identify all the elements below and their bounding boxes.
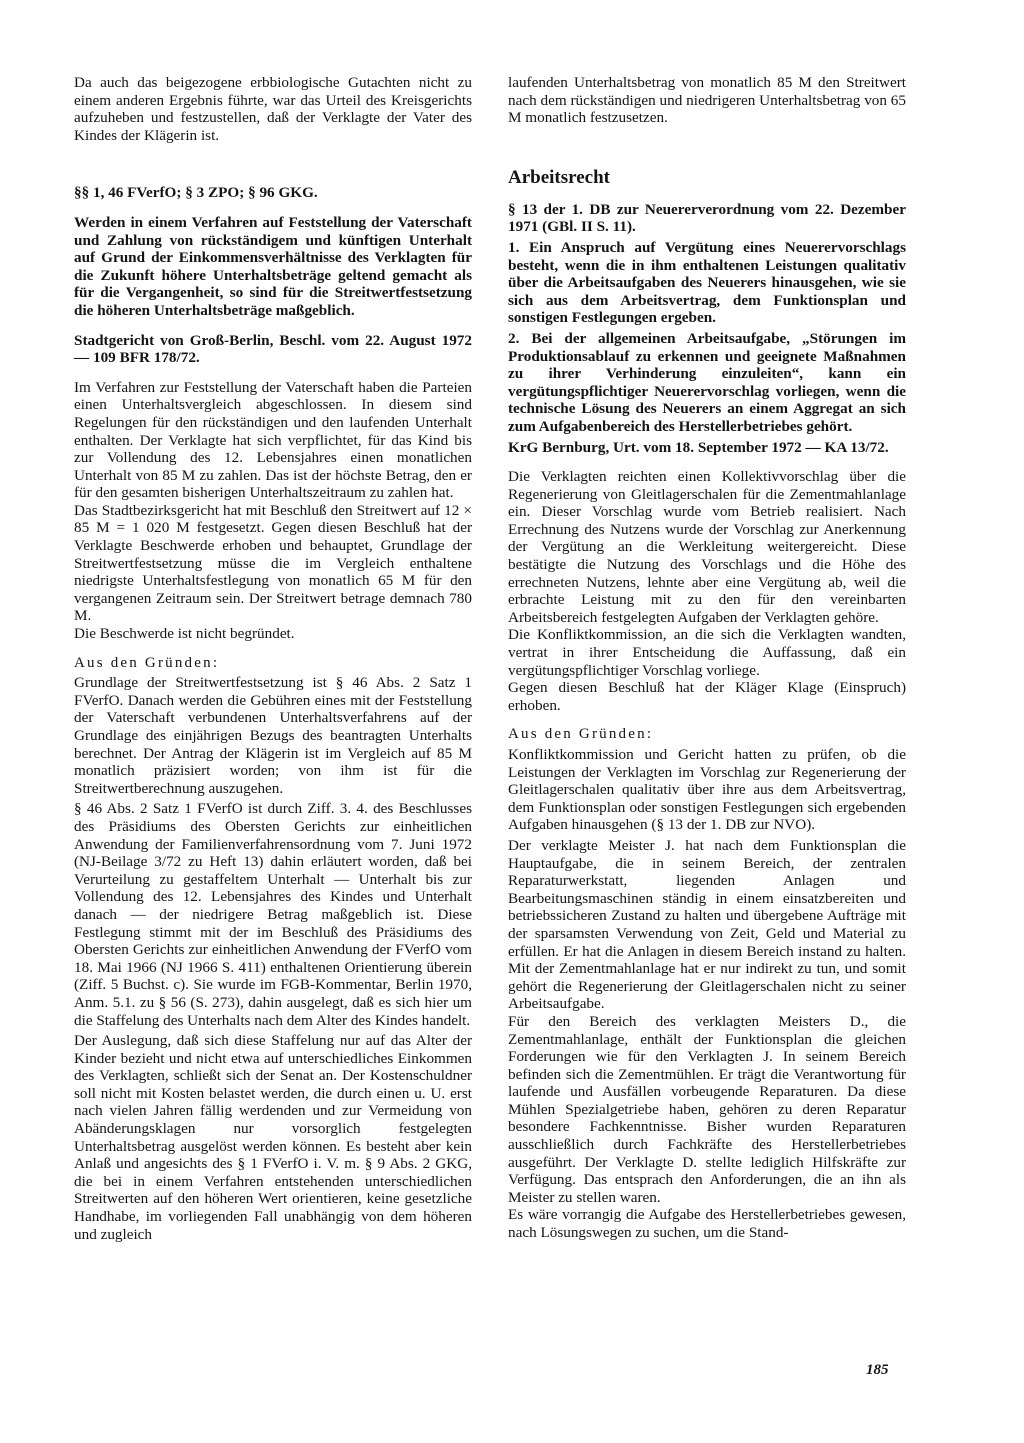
paragraph: Gegen diesen Beschluß hat der Kläger Klage (Einspruch) erhoben. — [508, 679, 906, 714]
paragraph: Im Verfahren zur Feststellung der Vaterschaft haben die Parteien einen Unterhaltsvergleich abgeschlossen. In diesem sind Regelungen für den rückständigen und den laufenden Unterhalt enthalten. Der Verklagte hat sich verpflichtet, für das Kind bis zur Vollendung des 12. Lebensjahres einen monatlichen Unterhalt von 85 M zu zahlen. Das ist der höchste Betrag, den er für den gesamten bisherigen Unterhaltszeitraum zu zahlen hat. — [74, 378, 472, 502]
court-citation: Stadtgericht von Groß-Berlin, Beschl. vom 22. August 1972 — 109 BFR 178/72. — [74, 331, 472, 367]
paragraph: Das Stadtbezirksgericht hat mit Beschluß den Streitwert auf 12 × 85 M = 1 020 M festgesetzt. Gegen diesen Beschluß hat der Verklagte Beschwerde erhoben und behauptet, Grundlage der Streitwertfestsetzung müsse die im Vergleich enthaltene niedrigste Unterhaltsfestlegung von monatlich 65 M für den vergangenen Zeitraum sein. Der Streitwert betrage demnach 780 M. — [74, 501, 472, 625]
paragraph: § 46 Abs. 2 Satz 1 FVerfO ist durch Ziff. 3. 4. des Beschlusses des Präsidiums des Obersten Gerichts zur einheitlichen Anwendung der Familienverfahrensordnung vom 7. Juni 1972 (NJ-Beilage 3/72 zu Heft 13) dahin erläutert worden, daß bei Verurteilung zu gestaffeltem Unterhalt — Unterhalt bis zur Vollendung des 12. Lebensjahres des Kindes und Unterhalt danach — der niedrigere Betrag maßgeblich ist. Diese Festlegung stimmt mit der im Beschluß des Präsidiums des Obersten Gerichts zur einheitlichen Anwendung der FVerfO vom 18. Mai 1966 (NJ 1966 S. 411) enthaltenen Orientierung überein (Ziff. 5 Buchst. c). Sie wurde im FGB-Kommentar, Berlin 1970, Anm. 5.1. zu § 56 (S. 273), dahin ausgelegt, daß es sich hier um die Staffelung des Unterhalts nach dem Alter des Kindes handelt. — [74, 800, 472, 1029]
right-column — [508, 74, 906, 1242]
headnote: 1. Ein Anspruch auf Vergütung eines Neuerervorschlags besteht, wenn die in ihm enthaltenen Leistungen qualitativ über die Arbeitsaufgaben des Neuerers hinausgehen, wie sie sich aus dem Arbeitsvertrag, dem Funktionsplan und sonstigen Festlegungen ergeben. — [508, 238, 906, 327]
section-subheading: Aus den Gründen: — [508, 726, 654, 743]
left-column — [74, 74, 472, 1243]
legal-norms: §§ 1, 46 FVerfO; § 3 ZPO; § 96 GKG. — [74, 184, 318, 202]
paragraph: Der verklagte Meister J. hat nach dem Funktionsplan die Hauptaufgabe, die in seinem Bereich, der zentralen Reparaturwerkstatt, liegenden Anlagen und Bearbeitungsmaschinen ständig in einem einsatzbereiten und betriebssicheren Zustand zu halten und übergebene Aufträge mit der sparsamsten Verwendung von Zeit, Geld und Material zu erfüllen. Er hat die Anlagen in diesem Bereich instand zu halten. Mit der Zementmahlanlage hat er nur indirekt zu tun, und somit gehört die Regenerierung der Gleitlagerschalen nicht zu seiner Arbeitsaufgabe. — [508, 836, 906, 1013]
court-citation: KrG Bernburg, Urt. vom 18. September 1972 — KA 13/72. — [508, 438, 889, 456]
page-number: 185 — [866, 1362, 889, 1378]
paragraph: Konfliktkommission und Gericht hatten zu prüfen, ob die Leistungen der Verklagten im Vorschlag zur Regenerierung der Gleitlagerschalen qualitativ über ihre aus dem Arbeitsvertrag, dem Funktionsplan oder sonstigen Festlegungen sich ergebenden Aufgaben hinausgehen (§ 13 der 1. DB zur NVO). — [508, 746, 906, 834]
section-heading: Arbeitsrecht — [508, 166, 611, 188]
paragraph: Grundlage der Streitwertfestsetzung ist § 46 Abs. 2 Satz 1 FVerfO. Danach werden die Gebühren eines mit der Feststellung der Vaterschaft verbundenen Unterhaltsverfahrens auf der Grundlage des einjährigen Bezugs des beantragten Unterhalts berechnet. Der Antrag der Klägerin ist im Vergleich auf 85 M monatlich präzisiert worden; von ihm ist für die Streitwertberechnung auszugehen. — [74, 674, 472, 797]
paragraph: Die Verklagten reichten einen Kollektivvorschlag über die Regenerierung von Gleitlagerschalen für die Zementmahlanlage ein. Dieser Vorschlag wurde vom Betrieb realisiert. Nach Errechnung des Nutzens wurde der Vorschlag zur Anerkennung der Vergütung an die Werkleitung weitergereicht. Diese bestätigte die Nutzung des Vorschlags und die Höhe des errechneten Nutzens, lehnte aber eine Vergütung ab, weil die erbrachte Leistung mit zu den für den vereinbarten Arbeitsbereich festgelegten Aufgaben der Verklagten gehöre. — [508, 468, 906, 626]
legal-norms: § 13 der 1. DB zur Neuererverordnung vom 22. Dezember 1971 (GBl. II S. 11). — [508, 200, 906, 236]
paragraph: Die Beschwerde ist nicht begründet. — [74, 625, 295, 643]
paragraph: Die Konfliktkommission, an die sich die Verklagten wandten, vertrat in ihrer Entscheidung die Auffassung, daß ein vergütungspflichtiger Vorschlag vorliege. — [508, 626, 906, 679]
paragraph: laufenden Unterhaltsbetrag von monatlich 85 M den Streitwert nach dem rückständigen und niedrigeren Unterhaltsbetrag von 65 M monatlich festzusetzen. — [508, 74, 906, 127]
section-subheading: Aus den Gründen: — [74, 654, 220, 671]
paragraph: Für den Bereich des verklagten Meisters D., die Zementmahlanlage, enthält der Funktionsplan die gleichen Forderungen wie für den Verklagten J. In seinem Bereich befinden sich die Zementmühlen. Er trägt die Verantwortung für laufende und Ausfällen vorbeugende Reparaturen. Da diese Mühlen Spezialgetriebe haben, gehören zu deren Reparatur besondere Fachkenntnisse. Bisher wurden Reparaturen ausschließlich durch Fachkräfte des Herstellerbetriebes ausgeführt. Der Verklagte D. stellte lediglich Hilfskräfte zur Verfügung. Das entsprach den Anforderungen, die an ihn als Meister zu stellen waren. — [508, 1012, 906, 1206]
headnote: Werden in einem Verfahren auf Feststellung der Vaterschaft und Zahlung von rückständigem und künftigen Unterhalt auf Grund der Einkommensverhältnisse des Verklagten für die Zukunft höhere Unterhaltsbeträge geltend gemacht als für die Vergangenheit, so sind für die Streitwertfestsetzung die höheren Unterhaltsbeträge maßgeblich. — [74, 213, 472, 319]
paragraph: Es wäre vorrangig die Aufgabe des Herstellerbetriebes gewesen, nach Lösungswegen zu suchen, um die Stand- — [508, 1206, 906, 1242]
paragraph: Der Auslegung, daß sich diese Staffelung nur auf das Alter der Kinder bezieht und nicht etwa auf unterschiedliches Einkommen des Verklagten, schließt sich der Senat an. Der Kostenschuldner soll nicht mit Kosten belastet werden, die durch einen u. U. erst nach vielen Jahren fällig werdenden und zur Vermeidung von Abänderungsklagen nur vorsorglich festgelegten Unterhaltsbetrag ausgelöst werden können. Es besteht aber kein Anlaß und angesichts des § 1 FVerfO i. V. m. § 9 Abs. 2 GKG, die bei in einem Verfahren entstehenden unterschiedlichen Streitwerten auf den höheren Wert orientieren, keine gesetzliche Handhabe, im vorliegenden Fall unabhängig von dem höheren und zugleich — [74, 1032, 472, 1243]
headnote: 2. Bei der allgemeinen Arbeitsaufgabe, „Störungen im Produktionsablauf zu erkennen und geeignete Maßnahmen zu ihrer Verhinderung einzuleiten“, kann ein vergütungspflichtiger Neuerervorschlag vorliegen, wenn die technische Lösung des Neuerers an einem Aggregat an sich zum Aufgabenbereich des Herstellerbetriebes gehört. — [508, 329, 906, 435]
paragraph: Da auch das beigezogene erbbiologische Gutachten nicht zu einem anderen Ergebnis führte, war das Urteil des Kreisgerichts aufzuheben und festzustellen, daß der Verklagte der Vater des Kindes der Klägerin ist. — [74, 74, 472, 144]
